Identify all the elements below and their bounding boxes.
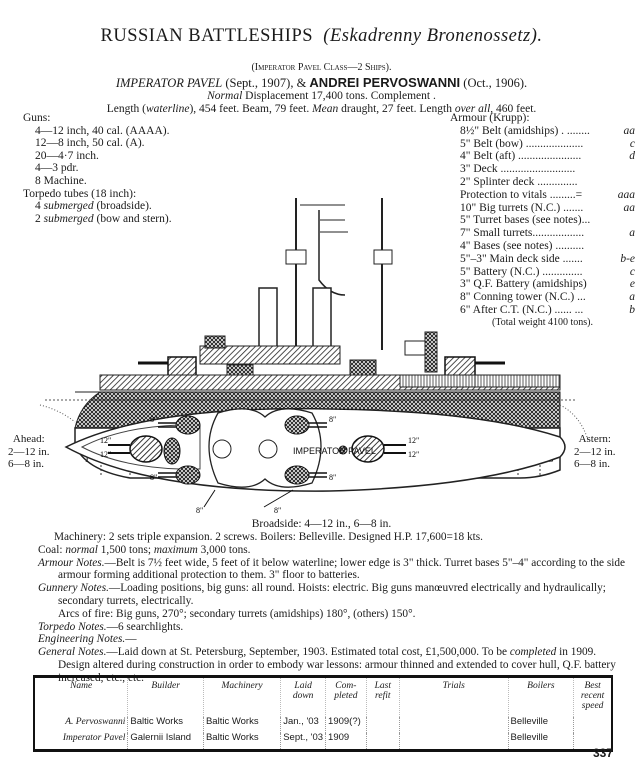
armour-label: 3" Deck ..........................: [460, 163, 576, 176]
ahead-value: 6—8 in.: [8, 458, 45, 470]
cell-trials: [399, 717, 508, 733]
col-header: Com-pleted: [326, 677, 367, 718]
ahead-label: Ahead:: [12, 433, 45, 445]
armour-grade: c: [629, 265, 635, 278]
cell-name: A. Pervoswanni: [65, 717, 126, 727]
armour-grade: a: [629, 291, 635, 304]
table-row: [34, 733, 612, 751]
armour-note-text: —Belt is 7½ feet wide, 5 feet of it below waterline; lower edge is 3" thick. Turret bases 5"–4" according to the side armour forming additional protection to them. 3" floor to batteries.: [58, 556, 626, 582]
col-header: Builder: [128, 677, 204, 718]
coal-normal: normal: [65, 543, 98, 556]
armour-label: 5" Belt (bow) ....................: [460, 137, 584, 150]
col-header: Name: [70, 681, 93, 691]
gun-label: 12": [408, 436, 420, 445]
table-row: [34, 717, 612, 733]
torpedo-count: 4: [35, 200, 41, 213]
torpedo-where: (bow and stern).: [96, 212, 172, 225]
dims-part: Mean: [312, 103, 339, 115]
col-header: Machinery: [203, 677, 280, 718]
ship1-launch: (Sept., 1907), &: [225, 76, 307, 90]
general-note-text: in 1909. Design altered during construction in order to embody war lessons: armour thinned and extended to cover hull, Q.F. battery increased, etc., etc.: [58, 646, 616, 684]
armour-label: 4" Bases (see notes) ..........: [460, 239, 585, 252]
displacement-text: Displacement 17,400 tons. Complement .: [245, 90, 436, 102]
armour-label: 4" Belt (aft) ......................: [460, 150, 582, 163]
armour-grade: aa: [623, 201, 635, 214]
cell-builder: Galernii Island: [128, 733, 204, 751]
armour-item: [450, 138, 635, 151]
arcs-note: Arcs of fire: Big guns, 270°; secondary turrets (amidships) 180°, (others) 150°.: [58, 607, 416, 620]
cell-builder: Baltic Works: [128, 717, 204, 733]
astern-label: Astern:: [578, 433, 611, 445]
armour-item: [450, 125, 635, 138]
armour-grade: d: [629, 150, 635, 163]
armour-label: 5"–3" Main deck side .......: [460, 252, 583, 265]
ship-names: [0, 75, 643, 91]
page-number: 337: [592, 746, 613, 760]
dims-part: draught, 27 feet. Length: [341, 103, 452, 115]
cell-boilers: Belleville: [508, 733, 574, 751]
armour-label: 2" Splinter deck ..............: [460, 175, 578, 188]
dims-part: Length (: [106, 103, 146, 115]
armour-note-label: Armour Notes.: [38, 556, 105, 569]
class-subtitle: (Imperator Pavel Class—2 Ships).: [251, 62, 392, 73]
cell-trials: [399, 733, 508, 751]
engineering-note-label: Engineering Notes.: [38, 633, 126, 646]
coal-max: maximum: [153, 543, 198, 556]
torpedo-kind: submerged: [43, 212, 94, 225]
armour-label: 6" After C.T. (N.C.) ...... ...: [460, 303, 584, 316]
coal-note: [38, 544, 628, 557]
ships-table: [33, 675, 613, 752]
armour-note: [38, 557, 628, 583]
dims-part: ), 454 feet. Beam, 79 feet.: [189, 103, 310, 115]
armour-grade: b: [629, 303, 635, 316]
table-header-row: [34, 677, 612, 718]
coal-normal-value: 1,500 tons;: [100, 543, 151, 556]
gun-item: 12—8 inch, 50 cal. (A).: [35, 137, 145, 150]
torpedo-where: (broadside).: [96, 200, 152, 213]
gunnery-note: [38, 582, 628, 608]
cell-completed: 1909(?): [326, 717, 367, 733]
notes-section: [38, 531, 628, 685]
armour-label: Protection to vitals .........=: [460, 188, 583, 201]
col-header: Last refit: [366, 677, 399, 718]
armour-total: (Total weight 4100 tons).: [492, 316, 593, 328]
ship1-name: IMPERATOR PAVEL: [115, 76, 223, 90]
gun-item: 4—3 pdr.: [35, 162, 79, 175]
astern-value: 6—8 in.: [574, 458, 611, 470]
gun-label: 12": [408, 450, 420, 459]
col-header: Laid down: [281, 677, 326, 718]
ship-plan-view: [0, 395, 643, 515]
gun-label: 8": [196, 506, 204, 515]
dims-part: waterline: [146, 103, 190, 115]
ship2-launch: (Oct., 1906).: [463, 76, 528, 90]
col-header: Boilers: [508, 677, 574, 718]
engineering-note-text: —: [125, 633, 137, 646]
gun-item: 20—4·7 inch.: [35, 149, 99, 162]
armour-label: 5" Battery (N.C.) ..............: [460, 265, 583, 278]
torpedo-note-text: —6 searchlights.: [106, 620, 184, 633]
gun-label: 8": [150, 473, 158, 482]
armour-grade: aa: [623, 124, 635, 137]
cell-last-refit: [366, 717, 399, 733]
ahead-fire: [8, 433, 50, 471]
coal-max-value: 3,000 tons.: [200, 543, 251, 556]
gun-label: 8": [274, 506, 282, 515]
title-italic: (Eskadrenny Bronenossetz).: [323, 26, 543, 46]
armour-label: 5" Turret bases (see notes)...: [460, 214, 591, 227]
dims-part: over all: [454, 103, 491, 115]
machinery-note: Machinery: 2 sets triple expansion. 2 screws. Boilers: Belleville. Designed H.P. 17,600=18 kts.: [54, 531, 483, 543]
col-header: Trials: [399, 677, 508, 718]
gun-label: 12": [100, 436, 112, 445]
armour-heading: Armour (Krupp):: [450, 112, 530, 124]
gunnery-note-label: Gunnery Notes.: [38, 582, 109, 595]
coal-label: Coal:: [38, 543, 63, 556]
engineering-note: [38, 633, 628, 646]
armour-grade: b-e: [620, 252, 635, 265]
armour-label: 3" Q.F. Battery (amidships): [460, 278, 587, 291]
ship2-name: ANDREI PERVOSWANNI: [309, 75, 461, 90]
gun-label: 12": [100, 450, 112, 459]
cell-laid-down: Jan., '03: [281, 717, 326, 733]
cell-laid-down: Sept., '03: [281, 733, 326, 751]
armour-grade: c: [629, 137, 635, 150]
cell-boilers: Belleville: [508, 717, 574, 733]
armour-label: 8½" Belt (amidships) . ........: [460, 124, 590, 137]
cell-speed: [574, 717, 612, 733]
col-header: Best recent speed: [574, 677, 612, 718]
torpedo-count: 2: [35, 212, 41, 225]
compartment-number: 1: [84, 453, 90, 465]
gun-label: 8": [329, 415, 337, 424]
general-note-text: —Laid down at St. Petersburg, September, 1903. Estimated total cost, £1,500,000. To be: [106, 646, 507, 659]
torpedo-note-label: Torpedo Notes.: [38, 620, 107, 633]
cell-last-refit: [366, 733, 399, 751]
torpedo-kind: submerged: [43, 200, 94, 213]
plan-ship-label: IMPERATOR PAVEL: [293, 446, 376, 456]
displacement-prefix: Normal: [207, 90, 243, 102]
ahead-value: 2—12 in.: [8, 445, 50, 458]
armour-label: 7" Small turrets..................: [460, 227, 585, 240]
broadside-fire: Broadside: 4—12 in., 6—8 in.: [251, 518, 392, 530]
armour-grade: aaa: [617, 188, 635, 201]
torpedo-heading: Torpedo tubes (18 inch):: [23, 187, 137, 200]
armour-label: 8" Conning tower (N.C.) ...: [460, 291, 586, 304]
gun-label: 8": [329, 473, 337, 482]
cell-machinery: Baltic Works: [203, 717, 280, 733]
title-main: RUSSIAN BATTLESHIPS: [100, 26, 314, 46]
astern-fire: [574, 433, 616, 471]
torpedo-note: [38, 621, 628, 634]
gun-item: 8 Machine.: [35, 174, 87, 187]
astern-value: 2—12 in.: [574, 445, 616, 458]
armour-label: 10" Big turrets (N.C.) .......: [460, 201, 584, 214]
gunnery-note-text: —Loading positions, big guns: all round. Hoists: electric. Big guns manœuvred electrically and hydraulically; secondary turrets, electrically.: [58, 582, 606, 607]
gun-item: 4—12 inch, 40 cal. (AAAA).: [35, 124, 170, 137]
cell-name: Imperator Pavel: [62, 733, 126, 743]
displacement-line: [0, 90, 643, 102]
cell-completed: 1909: [326, 733, 367, 751]
cell-machinery: Baltic Works: [203, 733, 280, 751]
page-title: [0, 26, 643, 47]
armour-grade: a: [629, 227, 635, 240]
armour-grade: e: [629, 278, 635, 291]
general-note-completed: completed: [509, 646, 557, 659]
guns-heading: Guns:: [23, 112, 51, 124]
general-note-label: General Notes.: [38, 646, 107, 659]
gun-label: 8": [150, 415, 158, 424]
dims-part: , 460 feet.: [490, 103, 537, 115]
